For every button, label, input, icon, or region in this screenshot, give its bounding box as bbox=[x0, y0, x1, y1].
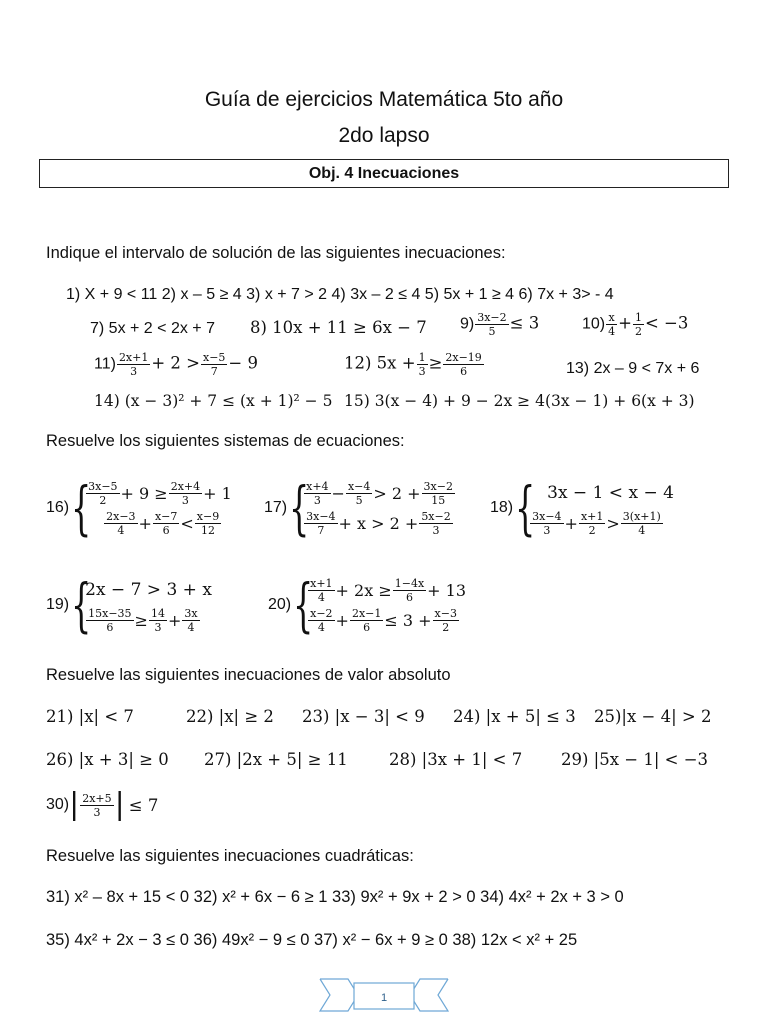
fraction: $\frac{x-2}{4}$ bbox=[310, 606, 333, 634]
abs-bar-right: | bbox=[114, 787, 125, 822]
system-19: 19) { 2x − 7 > 3 + x $\frac{15x-35}{6}$ ≥ $\frac{14}{3}$ + $\frac{3x}{4}$ bbox=[46, 571, 212, 639]
exercise-8: 8) 10x + 11 ≥ 6x − 7 bbox=[250, 318, 427, 337]
exercise-15: 15) 3(x − 4) + 9 − 2x ≥ 4(3x − 1) + 6(x + 3) bbox=[344, 392, 695, 410]
brace: { bbox=[71, 571, 92, 639]
exercise-22: 22) |x| ≥ 2 bbox=[186, 707, 274, 726]
exercise-29: 29) |5x − 1| < −3 bbox=[561, 750, 709, 769]
page-number: 1 bbox=[380, 992, 388, 1004]
brace: { bbox=[293, 571, 314, 639]
fraction: $\frac{15x-35}{6}$ bbox=[88, 606, 132, 634]
fraction: $\frac{x+4}{3}$ bbox=[306, 479, 329, 507]
fraction: $\frac{x+1}{4}$ bbox=[310, 576, 333, 604]
fraction: $\frac{5x-2}{3}$ bbox=[421, 509, 451, 537]
brace: { bbox=[515, 474, 536, 542]
fraction: $\frac{1-4x}{6}$ bbox=[394, 576, 425, 604]
section-heading-quadratic: Resuelve las siguientes inecuaciones cuadráticas: bbox=[46, 847, 414, 865]
exercise-26: 26) |x + 3| ≥ 0 bbox=[46, 750, 169, 769]
exercise-13: 13) 2x – 9 < 7x + 6 bbox=[566, 360, 700, 377]
exercise-27: 27) |2x + 5| ≥ 11 bbox=[204, 750, 348, 769]
exercise-11: 11) $\frac{2x+1}{3}$ + 2 > $\frac{x-5}{7}$ − 9 bbox=[94, 351, 258, 378]
exercise-12: 12) 5x + $\frac{1}{3}$ ≥ $\frac{2x-19}{6}$ bbox=[344, 351, 482, 378]
fraction: $\frac{x-4}{5}$ bbox=[347, 479, 371, 507]
document-subtitle: 2do lapso bbox=[338, 124, 430, 147]
fraction: $\frac{x-9}{12}$ bbox=[196, 509, 220, 537]
fraction: $\frac{2x-1}{6}$ bbox=[351, 606, 382, 634]
fraction: $\frac{x+1}{2}$ bbox=[580, 509, 604, 537]
fraction: $\frac{2x-19}{6}$ bbox=[445, 351, 482, 378]
exercise-28: 28) |3x + 1| < 7 bbox=[389, 750, 523, 769]
exercise-24: 24) |x + 5| ≤ 3 bbox=[453, 707, 576, 726]
objective-box: Obj. 4 Inecuaciones bbox=[39, 159, 729, 188]
brace: { bbox=[71, 474, 92, 542]
exercise-23: 23) |x − 3| < 9 bbox=[302, 707, 425, 726]
section-heading-inequalities: Indique el intervalo de solución de las siguientes inecuaciones: bbox=[46, 244, 506, 262]
exercise-25: 25)|x − 4| > 2 bbox=[594, 707, 712, 726]
system-16: 16) { $\frac{3x-5}{2}$ + 9 ≥ $\frac{2x+4}{3}$ + 1 $\frac{2x-3}{4}$ + $\frac{x-7}{6}$ < $\frac{x-9}{12}$ bbox=[46, 474, 232, 542]
exercise-10: 10) $\frac{x}{4}$ + $\frac{1}{2}$ < −3 bbox=[582, 311, 689, 338]
exercise-30: 30) | $\frac{2x+5}{3}$ | ≤ 7 bbox=[46, 787, 159, 822]
fraction: $\frac{3x-2}{5}$ bbox=[477, 311, 507, 338]
section-heading-absolute-value: Resuelve las siguientes inecuaciones de valor absoluto bbox=[46, 666, 451, 684]
fraction: $\frac{3x-4}{3}$ bbox=[532, 509, 562, 537]
quadratic-row-1: 31) x² – 8x + 15 < 0 32) x² + 6x − 6 ≥ 1 33) 9x² + 9x + 2 > 0 34) 4x² + 2x + 3 > 0 bbox=[46, 888, 624, 906]
fraction: $\frac{3x}{4}$ bbox=[184, 606, 198, 634]
inequalities-row-1: 1) X + 9 < 11 2) x – 5 ≥ 4 3) x + 7 > 2 4) 3x – 2 ≤ 4 5) 5x + 1 ≥ 4 6) 7x + 3> - 4 bbox=[66, 286, 614, 303]
section-heading-systems: Resuelve los siguientes sistemas de ecuaciones: bbox=[46, 432, 405, 450]
exercise-14: 14) (x − 3)² + 7 ≤ (x + 1)² − 5 bbox=[94, 392, 333, 410]
fraction: $\frac{3x-5}{2}$ bbox=[88, 479, 118, 507]
fraction: $\frac{x-5}{7}$ bbox=[203, 351, 226, 378]
fraction: $\frac{2x+1}{3}$ bbox=[118, 351, 149, 378]
system-17: 17) { $\frac{x+4}{3}$ − $\frac{x-4}{5}$ > 2 + $\frac{3x-2}{15}$ $\frac{3x-4}{7}$ + x > 2 + $\frac{5x-2}{3}$ bbox=[264, 474, 453, 542]
exercise-9: 9) $\frac{3x-2}{5}$ ≤ 3 bbox=[460, 311, 540, 338]
fraction: $\frac{3x-4}{7}$ bbox=[306, 509, 336, 537]
exercise-7: 7) 5x + 2 < 2x + 7 bbox=[90, 320, 215, 337]
quadratic-row-2: 35) 4x² + 2x − 3 ≤ 0 36) 49x² − 9 ≤ 0 37) x² − 6x + 9 ≥ 0 38) 12x < x² + 25 bbox=[46, 931, 578, 949]
fraction: $\frac{x}{4}$ bbox=[608, 311, 616, 338]
document-title: Guía de ejercicios Matemática 5to año bbox=[204, 88, 564, 111]
fraction: $\frac{x-3}{2}$ bbox=[434, 606, 457, 634]
abs-bar-left: | bbox=[69, 787, 80, 822]
system-20: 20) { $\frac{x+1}{4}$ + 2x ≥ $\frac{1-4x}{6}$ + 13 $\frac{x-2}{4}$ + $\frac{2x-1}{6}$ ≤ 3 + $\frac{x-3}{2}$ bbox=[268, 571, 467, 639]
fraction: $\frac{2x+4}{3}$ bbox=[170, 479, 201, 507]
fraction: $\frac{x-7}{6}$ bbox=[154, 509, 178, 537]
fraction: $\frac{3(x+1)}{4}$ bbox=[622, 509, 661, 537]
fraction: $\frac{3x-2}{15}$ bbox=[423, 479, 453, 507]
fraction: $\frac{1}{3}$ bbox=[418, 351, 426, 378]
fraction: $\frac{2x+5}{3}$ bbox=[82, 791, 112, 819]
page-number-ornament bbox=[318, 975, 450, 1015]
system-18: 18) { 3x − 1 < x − 4 $\frac{3x-4}{3}$ + $\frac{x+1}{2}$ > $\frac{3(x+1)}{4}$ bbox=[490, 474, 674, 542]
brace: { bbox=[289, 474, 310, 542]
fraction: $\frac{1}{2}$ bbox=[634, 311, 642, 338]
fraction: $\frac{2x-3}{4}$ bbox=[106, 509, 136, 537]
fraction: $\frac{14}{3}$ bbox=[150, 606, 165, 634]
exercise-21: 21) |x| < 7 bbox=[46, 707, 134, 726]
